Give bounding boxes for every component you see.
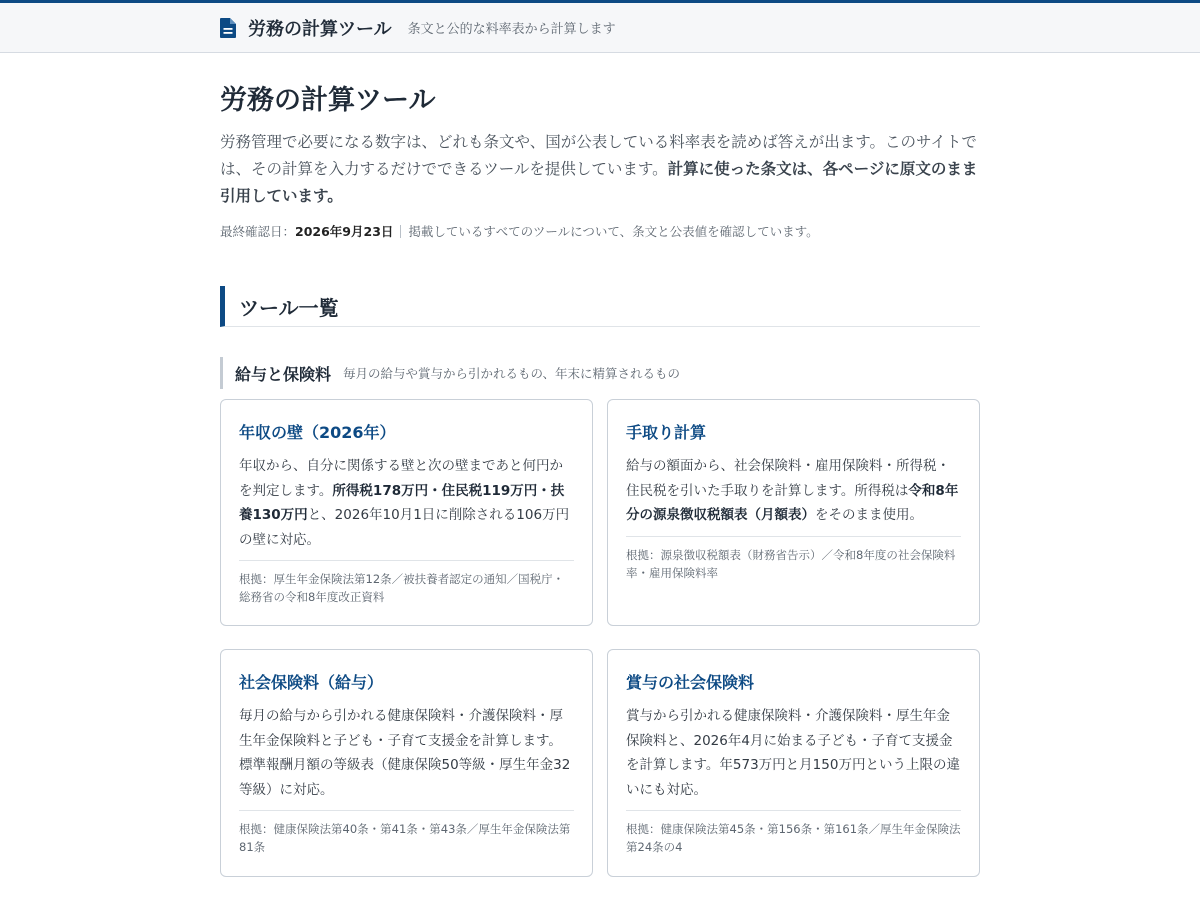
tools-section-heading — [220, 286, 980, 327]
tool-card-desc-part: 給与の額面から、社会保険料・雇用保険料・所得税・住民税を引いた手取りを計算します。所得税は — [626, 458, 950, 499]
intro-plain: 労務管理で必要になる数字は、どれも条文や、国が公表している料率表を読めば答えが出ます。このサイトでは、その計算を入力するだけでできるツールを提供しています。 — [220, 133, 977, 178]
group-heading — [220, 357, 980, 389]
tool-card-desc-part: をそのまま使用。 — [815, 507, 923, 523]
site-header — [0, 0, 1200, 53]
tool-card-title[interactable]: 年収の壁（2026年） — [239, 423, 396, 442]
intro-strong: 計算に使った条文は、各ページに原文のまま引用しています。 — [220, 160, 978, 205]
tool-card-title[interactable]: 賞与の社会保険料 — [626, 673, 755, 692]
tool-card-basis: 根拠：厚生年金保険法第12条／被扶養者認定の通知／国税庁・総務省の令和8年度改正資料 — [239, 560, 574, 606]
group-description: 毎月の給与や賞与から引かれるもの、年末に精算されるもの — [343, 366, 681, 381]
last-checked-date: 2026年9月23日 — [295, 224, 394, 239]
tool-card-description: 賞与から引かれる健康保険料・介護保険料・厚生年金保険料と、2026年4月に始まる子ども・子育て支援金を計算します。年573万円と月150万円という上限の違いにも対応。 — [626, 708, 960, 798]
site-tagline: 条文と公的な料率表から計算します — [407, 22, 616, 37]
tool-card-desc-bold: 所得税178万円・住民税119万円・扶養130万円 — [239, 482, 565, 523]
page-title: 労務の計算ツール — [220, 85, 436, 116]
tool-card-title[interactable]: 社会保険料（給与） — [239, 673, 384, 692]
meta-divider — [400, 225, 401, 238]
tools-section-title: ツール一覧 — [239, 295, 339, 320]
intro-text — [220, 129, 980, 210]
tool-card-description — [239, 454, 574, 552]
last-checked — [220, 222, 980, 240]
document-icon — [220, 18, 238, 38]
tool-card-social-insurance-salary[interactable] — [220, 649, 593, 877]
last-checked-label: 最終確認日： — [220, 224, 296, 239]
tool-card-description: 毎月の給与から引かれる健康保険料・介護保険料・厚生年金保険料と子ども・子育て支援金を計算します。標準報酬月額の等級表（健康保険50等級・厚生年金32等級）に対応。 — [239, 708, 571, 798]
tool-card-title[interactable]: 手取り計算 — [626, 423, 707, 442]
tool-card-basis: 根拠：源泉徴収税額表（財務省告示）／令和8年度の社会保険料率・雇用保険料率 — [626, 536, 961, 582]
last-checked-note: 掲載しているすべてのツールについて、条文と公表値を確認しています。 — [408, 224, 819, 239]
header-inner — [220, 15, 980, 41]
tool-card-basis: 根拠：健康保険法第45条・第156条・第161条／厚生年金保険法第24条の4 — [626, 810, 961, 856]
main-content — [220, 83, 980, 877]
tool-card-grid — [220, 399, 980, 877]
site-title[interactable]: 労務の計算ツール — [248, 18, 392, 40]
tool-card-basis: 根拠：健康保険法第40条・第41条・第43条／厚生年金保険法第81条 — [239, 810, 574, 856]
tool-card-take-home[interactable] — [607, 399, 980, 626]
group-title: 給与と保険料 — [235, 364, 332, 384]
tool-card-desc-bold: 令和8年分の源泉徴収税額表（月額表） — [626, 482, 959, 523]
tool-card-desc-part: と、2026年10月1日に削除される106万円の壁に対応。 — [239, 507, 570, 548]
tool-card-description — [626, 454, 961, 528]
tool-card-bonus-social-insurance[interactable] — [607, 649, 980, 877]
tool-card-desc-part: 年収から、自分に関係する壁と次の壁まであと何円かを判定します。 — [239, 458, 563, 499]
tool-card-income-wall[interactable] — [220, 399, 593, 626]
